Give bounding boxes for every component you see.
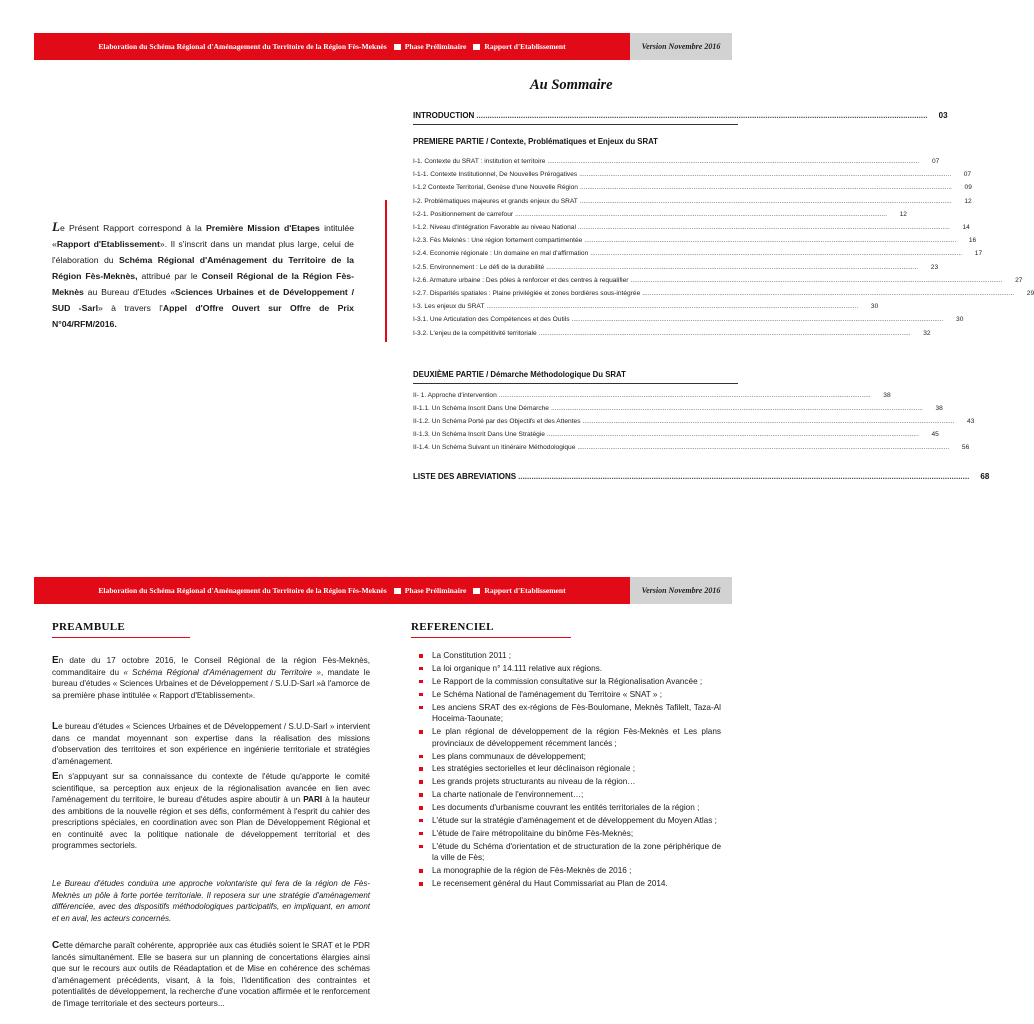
referenciel-title: REFERENCIEL	[411, 621, 494, 633]
toc-entry-page: 56	[961, 444, 970, 451]
toc-part1-title: PREMIERE PARTIE / Contexte, Problématiques et Enjeux du SRAT	[413, 137, 658, 146]
toc-entry-page: 43	[967, 418, 975, 425]
toc-title: Au Sommaire	[530, 77, 613, 93]
toc-entry-page: 27	[1015, 276, 1023, 284]
header-separator-icon	[473, 44, 480, 50]
toc-entry[interactable]	[413, 171, 972, 179]
header-version-box	[630, 33, 732, 60]
toc-entry-page: 16	[968, 237, 977, 245]
preambule-paragraph-3: En s'appuyant sur sa connaissance du contexte de l'étude qu'apporte le comité scientifique, sa perception aux enjeux de la régionalisation avancée en lien avec l'aménagement du territoire, le bureau d'études aspire aboutir à un PARI à la hauteur des ambitions de la nouvelle région et ses défis, conformément à l'esprit du cahier des prescriptions spéciales, en coordination avec son Plan de Développement Régional et en continuité avec la politique nationale de développement territorial et des programmes sectoriels.	[52, 771, 370, 850]
toc-entry-page: 07	[931, 158, 940, 165]
toc-entry-page: 29	[1026, 290, 1034, 297]
header-separator-icon	[473, 588, 480, 594]
toc-entry-page: 30	[870, 303, 879, 311]
toc-entry[interactable]	[413, 418, 975, 425]
toc-entry[interactable]	[413, 250, 983, 258]
toc-entry-label: II-1.2. Un Schéma Porté par des Objectifs et des Attentes	[413, 418, 581, 425]
list-item: Les stratégies sectorielles et leur déclinaison régionale ;	[418, 763, 721, 775]
header-separator-icon	[394, 44, 401, 50]
toc-divider	[413, 383, 738, 384]
toc-entry[interactable]	[413, 276, 1023, 284]
toc-entry-label: I-3.2. L'enjeu de la compétitivité territoriale	[413, 329, 537, 337]
header-red-strip	[34, 577, 630, 604]
list-item: Les anciens SRAT des ex-régions de Fès-Boulomane, Meknès Tafilelt, Taza-Al Hoceima-Taounate;	[418, 702, 721, 725]
toc-entry[interactable]	[413, 210, 907, 218]
list-item: Les plans communaux de développement;	[418, 751, 721, 763]
toc-entry-label: I-2.3. Fès Meknès : Une région fortement compartimentée	[413, 237, 583, 245]
toc-entry-label: I-3. Les enjeux du SRAT	[413, 303, 485, 311]
toc-entry[interactable]	[413, 316, 964, 324]
toc-entry-label: I-2-1. Positionnement de carrefour	[413, 210, 514, 218]
toc-entry-label: I-1.2. Niveau d'Intégration Favorable au niveau National	[413, 224, 576, 231]
toc-entry[interactable]	[413, 329, 931, 337]
toc-entry-abbreviations[interactable]: LISTE DES ABREVIATIONS ..... 68	[413, 472, 738, 481]
toc-entry-page: 38	[935, 405, 943, 412]
list-item: L'étude du Schéma d'orientation et de structuration de la zone périphérique de la ville de Fès;	[418, 841, 721, 864]
list-item: L'étude sur la stratégie d'aménagement et de développement du Moyen Atlas ;	[418, 815, 721, 827]
referenciel-underline	[411, 637, 571, 638]
toc-entry[interactable]	[413, 197, 972, 205]
header-title: Elaboration du Schéma Régional d'Aménagement du Territoire de la Région Fès-Meknès Phase Préliminaire Rapport d'Etablissement	[98, 42, 566, 51]
toc-entry-label: I-2. Problématiques majeures et grands enjeux du SRAT	[413, 197, 578, 205]
toc-entry-introduction[interactable]: INTRODUCTION ..... 03	[413, 111, 738, 120]
list-item: Les documents d'urbanisme couvrant les entités territoriales de la région ;	[418, 802, 721, 814]
list-item: Le Schéma National de l'aménagement du Territoire « SNAT » ;	[418, 689, 721, 701]
toc-entry-page: 32	[923, 329, 931, 337]
list-item: La loi organique n° 14.111 relative aux régions.	[418, 663, 721, 675]
toc-part2-title: DEUXIÈME PARTIE / Démarche Méthodologique Du SRAT	[413, 370, 626, 379]
list-item: Le recensement général du Haut Commissariat au Plan de 2014.	[418, 878, 721, 890]
toc-entry-label: I-2.5. Environnement : Le défi de la durabilité	[413, 263, 545, 271]
toc-entry-page: 30	[956, 316, 964, 324]
toc-entry[interactable]	[413, 392, 891, 399]
toc-entry-label: II-1.4. Un Schéma Suivant un Itinéraire Méthodologique	[413, 444, 576, 451]
preambule-paragraph-2: Le bureau d'études « Sciences Urbaines et de Développement / S.U.D-Sarl » intervient dans ce mandat moyennant son expertise dans la réalisation des missions d'observation des territoires et son expérience en ingénierie territoriale et stratégies d'aménagement.	[52, 721, 370, 766]
toc-entry-page: 12	[964, 197, 972, 205]
toc-entry-page: 38	[883, 392, 891, 399]
toc-entry-label: II-1.1. Un Schéma Inscrit Dans Une Démarche	[413, 405, 549, 412]
red-vertical-accent	[385, 200, 387, 342]
intro-paragraph: Le Présent Rapport correspond à la Première Mission d'Etapes intitulée «Rapport d'Etablissement». Il s'inscrit dans un mandat plus large, celui de l'élaboration du Schéma Régional d'Aménagement du Territoire de la Région Fès-Meknès, attribué par le Conseil Régional de la Région Fès-Meknès au Bureau d'Etudes «Sciences Urbaines et de Développement / SUD -Sarl» à travers l'Appel d'Offre Ouvert sur Offre de Prix N°04/RFM/2016.	[52, 219, 355, 329]
header-title: Elaboration du Schéma Régional d'Aménagement du Territoire de la Région Fès-Meknès Phase Préliminaire Rapport d'Etablissement	[98, 586, 566, 595]
toc-entry[interactable]	[413, 290, 1034, 297]
toc-entry-page: 14	[962, 224, 970, 231]
toc-entry-label: I-2.6. Armature urbaine : Des pôles à renforcer et des centres à requalifier	[413, 276, 629, 284]
toc-entry-page: 17	[974, 250, 983, 258]
list-item: La monographie de la région de Fès-Meknès de 2016 ;	[418, 865, 721, 877]
toc-entry[interactable]	[413, 444, 970, 451]
header-separator-icon	[394, 588, 401, 594]
header-version-box	[630, 577, 732, 604]
toc-entry[interactable]	[413, 405, 943, 412]
preambule-paragraph-1: En date du 17 octobre 2016, le Conseil Régional de la région Fès-Meknès, commanditaire du « Schéma Régional d'Aménagement du Territoire », mandate le bureau d'études « Sciences Urbaines et de Développement / S.U.D-Sarl »à l'amorce de sa première phase intitulée « Rapport d'Etablissement».	[52, 655, 370, 700]
toc-entry[interactable]	[413, 158, 940, 165]
toc-entry[interactable]	[413, 237, 977, 245]
toc-entry-label: I-3.1. Une Articulation des Compétences et des Outils	[413, 316, 570, 324]
toc-entry-page: 12	[899, 210, 907, 218]
toc-entry-page: 45	[931, 431, 939, 438]
toc-entry-label: I-2.4. Economie régionale : Un domaine en mal d'affirmation	[413, 250, 589, 258]
toc-entry[interactable]	[413, 431, 939, 438]
header-version: Version Novembre 2016	[641, 42, 721, 51]
list-item: Le plan régional de développement de la région Fès-Meknès et Les plans provinciaux de développement récemment lancés ;	[418, 726, 721, 749]
toc-entry[interactable]	[413, 184, 972, 192]
preambule-paragraph-4: Le Bureau d'études conduira une approche volontariste qui fera de la région de Fès- Meknès un pôle à forte portée territoriale. Il reposera sur une stratégie d'aménagement différenciée, avec des dispositifs méthodologiques participatifs, en impliquant, en amont et en aval, les acteurs concernés.	[52, 879, 370, 923]
preambule-paragraph-5: Cette démarche paraît cohérente, appropriée aux cas étudiés soient le SRAT et le PDR lancés simultanément. Elle se basera sur un planning de concertations élargies ainsi que sur le recours aux outils de Réadaptation et de Mise en cohérence des schémas d'aménagement précédents, visant, à la fois, l'identification des contraintes et potentialités de développement, la recherche d'une vocation affirmée et le renforcement de l'image territoriale et des secteurs porteurs...	[52, 940, 370, 1008]
toc-entry-label: I-1.2 Contexte Territorial, Genèse d'une Nouvelle Région	[413, 184, 578, 192]
toc-divider	[413, 124, 738, 125]
toc-entry-page: 07	[963, 171, 972, 179]
toc-entry-label: I-1. Contexte du SRAT : institution et territoire	[413, 158, 546, 165]
referenciel-list	[418, 650, 721, 891]
page1-header-band	[34, 33, 732, 60]
toc-entry-page: 23	[930, 263, 939, 271]
list-item: Le Rapport de la commission consultative sur la Régionalisation Avancée ;	[418, 676, 721, 688]
toc-entry-label: II- 1. Approche d'intervention	[413, 392, 497, 399]
page2-header-band	[34, 577, 732, 604]
toc-entry-label: I-2.7. Disparités spatiales : Plaine privilégiée et zones bordières sous-intégrée	[413, 290, 641, 297]
header-red-strip	[34, 33, 630, 60]
list-item: L'étude de l'aire métropolitaine du binôme Fès-Meknès;	[418, 828, 721, 840]
toc-entry[interactable]	[413, 303, 879, 311]
list-item: La charte nationale de l'environnement…;	[418, 789, 721, 801]
toc-entry-label: II-1.3. Un Schéma Inscrit Dans Une Stratégie	[413, 431, 545, 438]
toc-entry[interactable]	[413, 263, 939, 271]
preambule-underline	[52, 637, 190, 638]
preambule-title: PREAMBULE	[52, 621, 125, 633]
list-item: La Constitution 2011 ;	[418, 650, 721, 662]
toc-entry-page: 09	[964, 184, 972, 192]
header-version: Version Novembre 2016	[641, 586, 721, 595]
list-item: Les grands projets structurants au niveau de la région…	[418, 776, 721, 788]
toc-entry-label: I-1-1. Contexte Institutionnel, De Nouvelles Prérogatives	[413, 171, 578, 179]
toc-entry[interactable]	[413, 224, 970, 231]
